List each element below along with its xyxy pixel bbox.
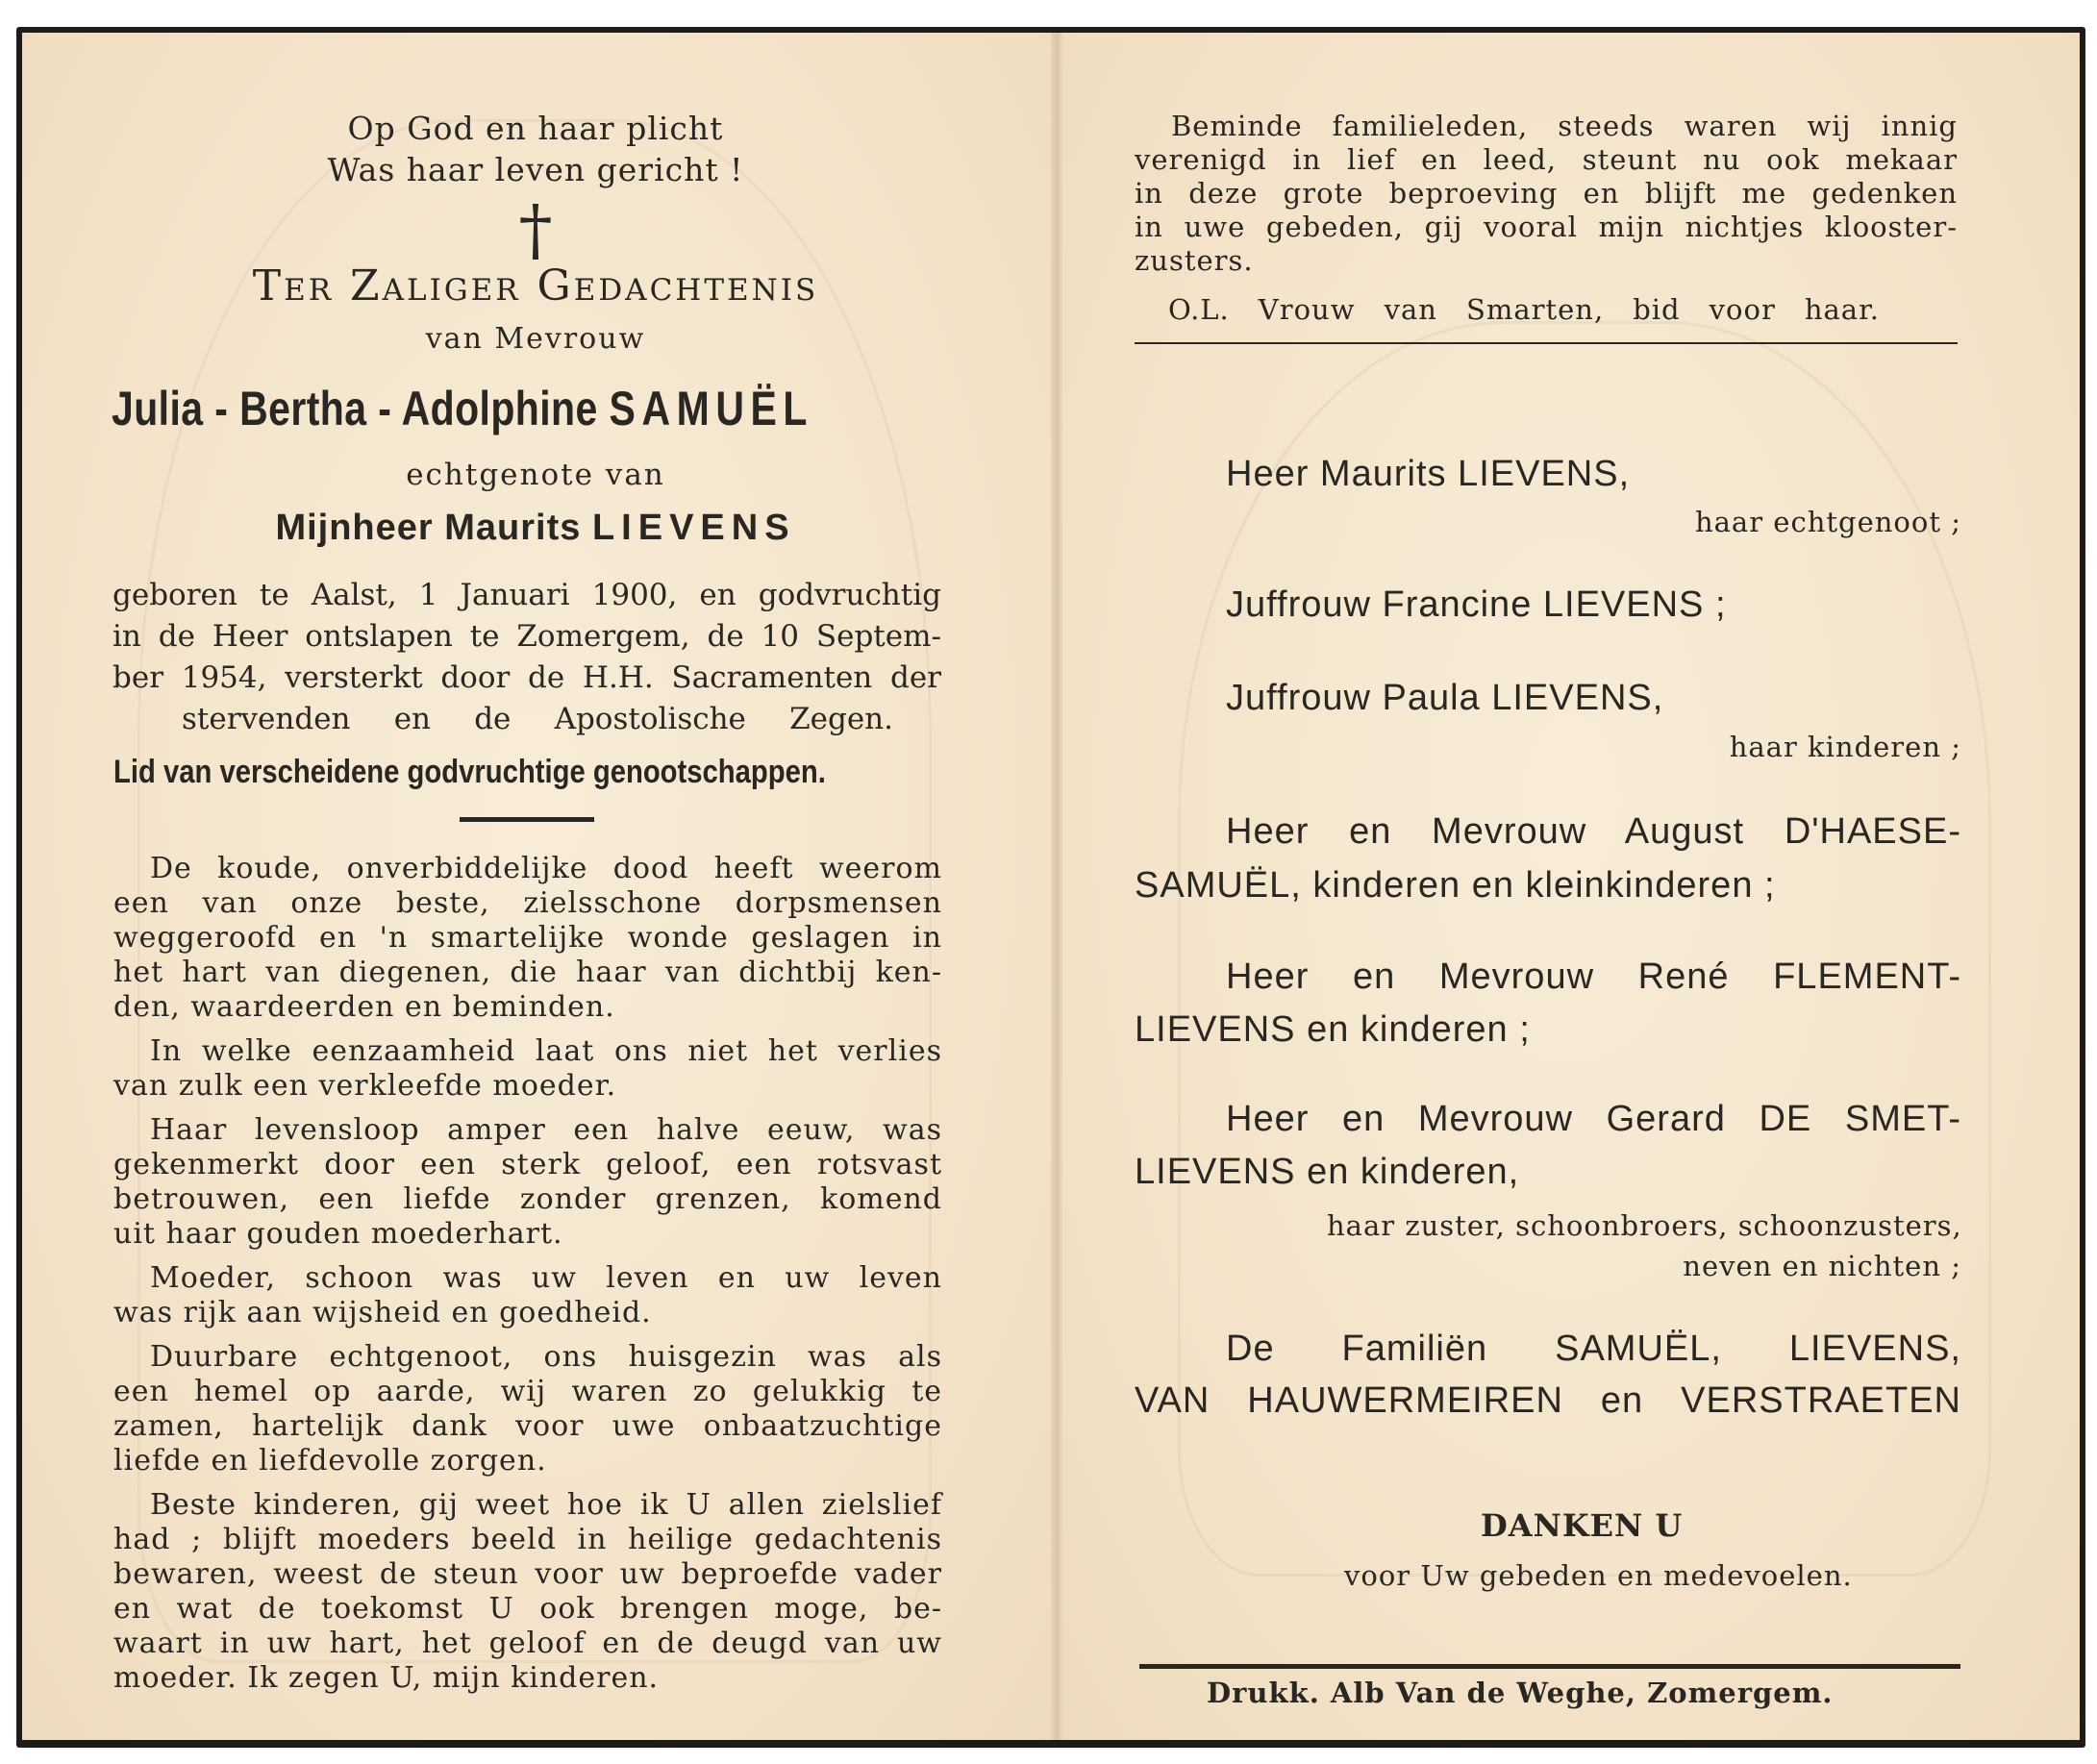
line: een hemel op aarde, wij waren zo gelukkig te [113,1375,942,1408]
eulogy-paragraph [113,1034,942,1104]
line: zamen, hartelijk dank voor uwe onbaatzuchtige [113,1409,942,1443]
mourner-family: LIEVENS en kinderen ; [1135,1009,1531,1050]
birth-line: ber 1954, versterkt door de H.H. Sacramenten der [112,660,941,695]
mourner-family: Heer en Mevrouw René FLEMENT- [1226,957,1961,997]
mourner-family: Heer en Mevrouw Gerard DE SMET- [1226,1099,1961,1139]
van-mevrouw: van Mevrouw [425,322,646,356]
deceased-name [112,381,813,436]
divider [460,817,594,822]
birth-death-info [112,575,941,740]
line: het hart van diegenen, die haar van dichtbij ken- [113,956,942,989]
verse-line: Was haar leven gericht ! [327,151,744,188]
line: Moeder, schoon was uw leven en uw leven [150,1261,942,1295]
verse-line: Op God en haar plicht [347,110,724,147]
family-message [1135,110,1958,278]
families: De Familiën SAMUËL, LIEVENS, [1226,1329,1961,1369]
deceased-surname: SAMUËL [609,382,814,435]
mourner-role: haar kinderen ; [1729,731,1961,763]
eulogy-paragraph [113,852,942,1025]
message-line: Beminde familieleden, steeds waren wij innig [1171,110,1958,142]
eulogy-paragraph [113,1340,942,1478]
line: was rijk aan wijsheid en goedheid. [113,1296,652,1329]
line: waart in uw hart, het geloof en de deugd van uw [113,1627,942,1660]
deceased-first-names: Julia - Bertha - Adolphine [112,382,598,435]
birth-line: geboren te Aalst, 1 Januari 1900, en godvruchtig [112,578,941,612]
line: bewaren, weest de steun voor uw beproefde vader [113,1557,942,1591]
prayer-line [1168,293,1880,327]
line: In welke eenzaamheid laat ons niet het verlies [150,1034,942,1068]
cross-icon: † [518,190,553,269]
thank-you-heading: DANKEN U [1481,1507,1684,1544]
spouse-of: echtgenote van [406,458,665,492]
line: betrouwen, een liefde zonder grenzen, komend [113,1182,942,1216]
line: Haar levensloop amper een halve eeuw, was [150,1113,942,1147]
eulogy-paragraph [113,1261,942,1330]
message-line: in deze grote beproeving en blijft me gedenken [1135,177,1958,210]
printer-credit: Drukk. Alb Van de Weghe, Zomergem. [1207,1677,1834,1709]
line: den, waardeerden en beminden. [113,990,615,1024]
message-line: verenigd in lief en leed, steunt nu ook mekaar [1135,143,1958,176]
line: Beste kinderen, gij weet hoe ik U allen zielslief [150,1488,942,1522]
message-line: in uwe gebeden, gij vooral mijn nichtjes klooster- [1135,211,1958,243]
opening-verse [112,108,959,190]
mourner-husband: Heer Maurits LIEVENS, [1226,454,1631,494]
families: VAN HAUWERMEIREN en VERSTRAETEN [1135,1380,1961,1421]
membership-line: Lid van verscheidene godvruchtige genootschappen. [113,754,826,790]
husband-name [112,508,959,549]
message-line: zusters. [1135,244,1254,277]
line: uit haar gouden moederhart. [113,1217,563,1251]
divider [1139,1664,1960,1669]
birth-line: stervenden en de Apostolische Zegen. [182,702,893,736]
line: van zulk een verkleefde moeder. [113,1069,617,1103]
line: liefde en liefdevolle zorgen. [113,1444,547,1478]
mourner-daughter: Juffrouw Paula LIEVENS, [1226,678,1664,718]
mourner-family: Heer en Mevrouw August D'HAESE- [1226,811,1961,852]
line: moeder. Ik zegen U, mijn kinderen. [113,1661,660,1695]
mourner-daughter: Juffrouw Francine LIEVENS ; [1226,584,1727,625]
mourner-family: LIEVENS en kinderen, [1135,1152,1520,1192]
eulogy-paragraph [113,1113,942,1252]
mourner-role: haar echtgenoot ; [1694,506,1961,538]
card-fold [1051,33,1062,1740]
prayer-text: O.L. Vrouw van Smarten, bid voor haar. [1168,293,1880,326]
eulogy-paragraph [113,1488,942,1696]
eulogy-text [113,852,942,1705]
line: gekenmerkt door een sterk geloof, een rotsvast [113,1148,942,1181]
line: had ; blijft moeders beeld in heilige gedachtenis [113,1523,942,1556]
memorial-heading: Ter Zaliger Gedachtenis [252,261,819,311]
line: weggeroofd en 'n smartelijke wonde geslagen in [113,921,942,955]
husband-first: Mijnheer Maurits [275,508,582,548]
line: Duurbare echtgenoot, ons huisgezin was als [150,1340,942,1374]
line: De koude, onverbiddelijke dood heeft weerom [150,852,942,885]
line: en wat de toekomst U ook brengen moge, be- [113,1592,942,1626]
mourner-role: neven en nichten ; [1683,1250,1961,1282]
thank-you-text: voor Uw gebeden en medevoelen. [1344,1559,1853,1592]
mourner-role: haar zuster, schoonbroers, schoonzusters, [1327,1209,1962,1242]
husband-surname: LIEVENS [591,508,796,548]
line: een van onze beste, zielsschone dorpsmensen [113,886,942,920]
divider [1135,342,1958,344]
mourner-family: SAMUËL, kinderen en kleinkinderen ; [1135,865,1776,906]
birth-line: in de Heer ontslapen te Zomergem, de 10 Septem- [112,619,941,654]
